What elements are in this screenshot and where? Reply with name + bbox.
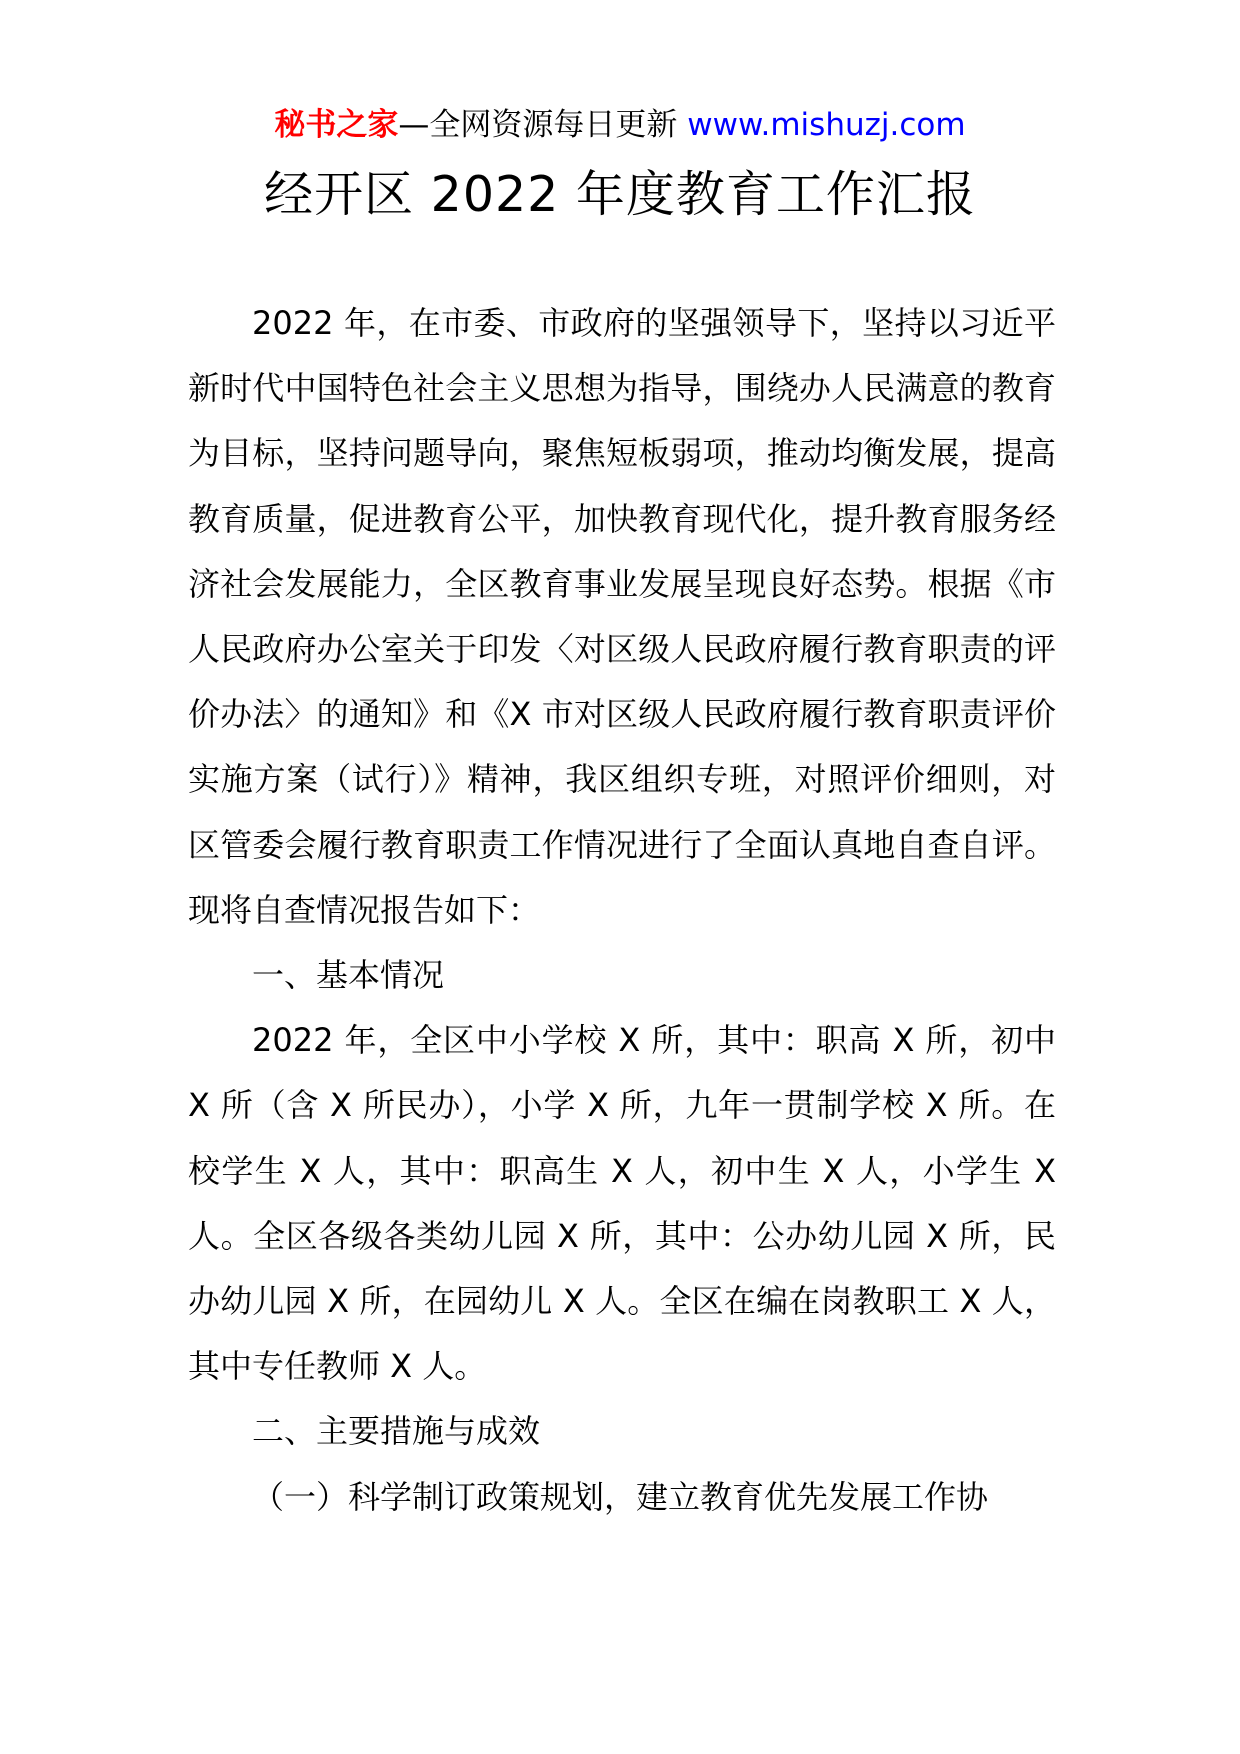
site-url-link[interactable]: www.mishuzj.com [687,107,966,143]
document-title: 经开区 2022 年度教育工作汇报 [264,166,976,223]
section-heading-measures: 二、主要措施与成效 [252,1412,541,1451]
subsection-heading-policy: （一）科学制订政策规划，建立教育优先发展工作协 [252,1477,989,1516]
paragraph-intro: 2022 年，在市委、市政府的坚强领导下，坚持以习近平新时代中国特色社会主义思想为指导，围绕办人民满意的教育为目标，坚持问题导向，聚焦短板弱项，推动均衡发展，提高教育质量，促进教育公平，加快教育现代化，提升教育服务经济社会发展能力，全区教育事业发展呈现良好态势。根据《市人民政府办公室关于印发〈对区级人民政府履行教育职责的评价办法〉的通知》和《X 市对区级人民政府履行教育职责评价实施方案（试行）》精神，我区组织专班，对照评价细则，对区管委会履行教育职责工作情况进行了全面认真地自查自评。现将自查情况报告如下： [188,304,1056,929]
section-heading-basic-info: 一、基本情况 [252,956,445,995]
tagline: —全网资源每日更新 [398,107,688,143]
brand-name: 秘书之家 [274,107,399,143]
document-body [188,291,1056,1530]
paragraph-basic-info: 2022 年，全区中小学校 X 所，其中：职高 X 所，初中 X 所（含 X 所民办），小学 X 所，九年一贯制学校 X 所。在校学生 X 人，其中：职高生 X 人，初中生 X 人，小学生 X 人。全区各级各类幼儿园 X 所，其中：公办幼儿园 X 所，民办幼儿园 X 所，在园幼儿 X 人。全区在编在岗教职工 X 人，其中专任教师 X 人。 [188,1021,1056,1386]
header-banner [0,103,1240,147]
